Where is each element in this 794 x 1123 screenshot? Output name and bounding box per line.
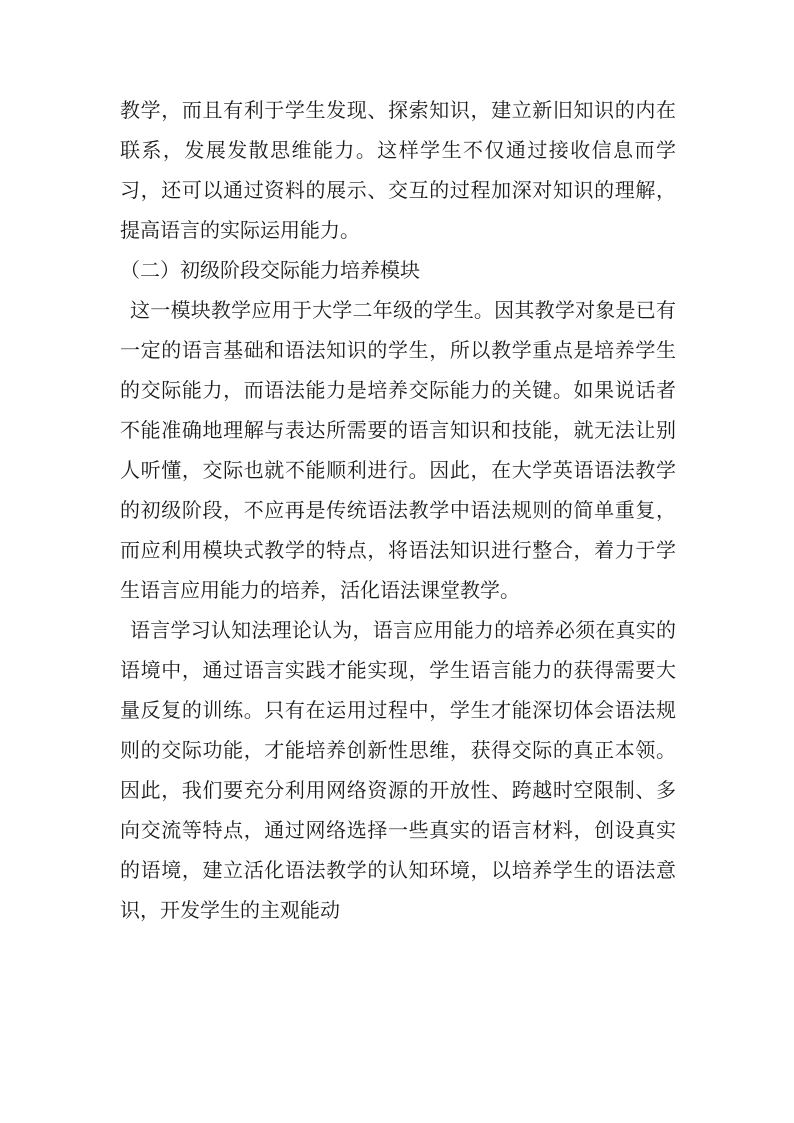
paragraph-module-intro: 这一模块教学应用于大学二年级的学生。因其教学对象是已有一定的语言基础和语法知识的学生，所以教学重点是培养学生的交际能力，而语法能力是培养交际能力的关键。如果说话者不能准确地理解与表达所需要的语言知识和技能，就无法让别人听懂，交际也就不能顺利进行。因此，在大学英语语法教学的初级阶段，不应再是传统语法教学中语法规则的简单重复，而应利用模块式教学的特点，将语法知识进行整合，着力于学生语言应用能力的培养，活化语法课堂教学。 <box>120 298 676 602</box>
section-heading: （二）初级阶段交际能力培养模块 <box>120 258 420 282</box>
document-body <box>120 90 676 930</box>
paragraph-continuation: 教学，而且有利于学生发现、探索知识，建立新旧知识的内在联系，发展发散思维能力。这样学生不仅通过接收信息而学习，还可以通过资料的展示、交互的过程加深对知识的理解，提高语言的实际运用能力。 <box>120 98 676 242</box>
paragraph-cognitive-theory: 语言学习认知法理论认为，语言应用能力的培养必须在真实的语境中，通过语言实践才能实现，学生语言能力的获得需要大量反复的训练。只有在运用过程中，学生才能深切体会语法规则的交际功能，才能培养创新性思维，获得交际的真正本领。因此，我们要充分利用网络资源的开放性、跨越时空限制、多向交流等特点，通过网络选择一些真实的语言材料，创设真实的语境，建立活化语法教学的认知环境，以培养学生的语法意识，开发学生的主观能动 <box>120 618 676 922</box>
